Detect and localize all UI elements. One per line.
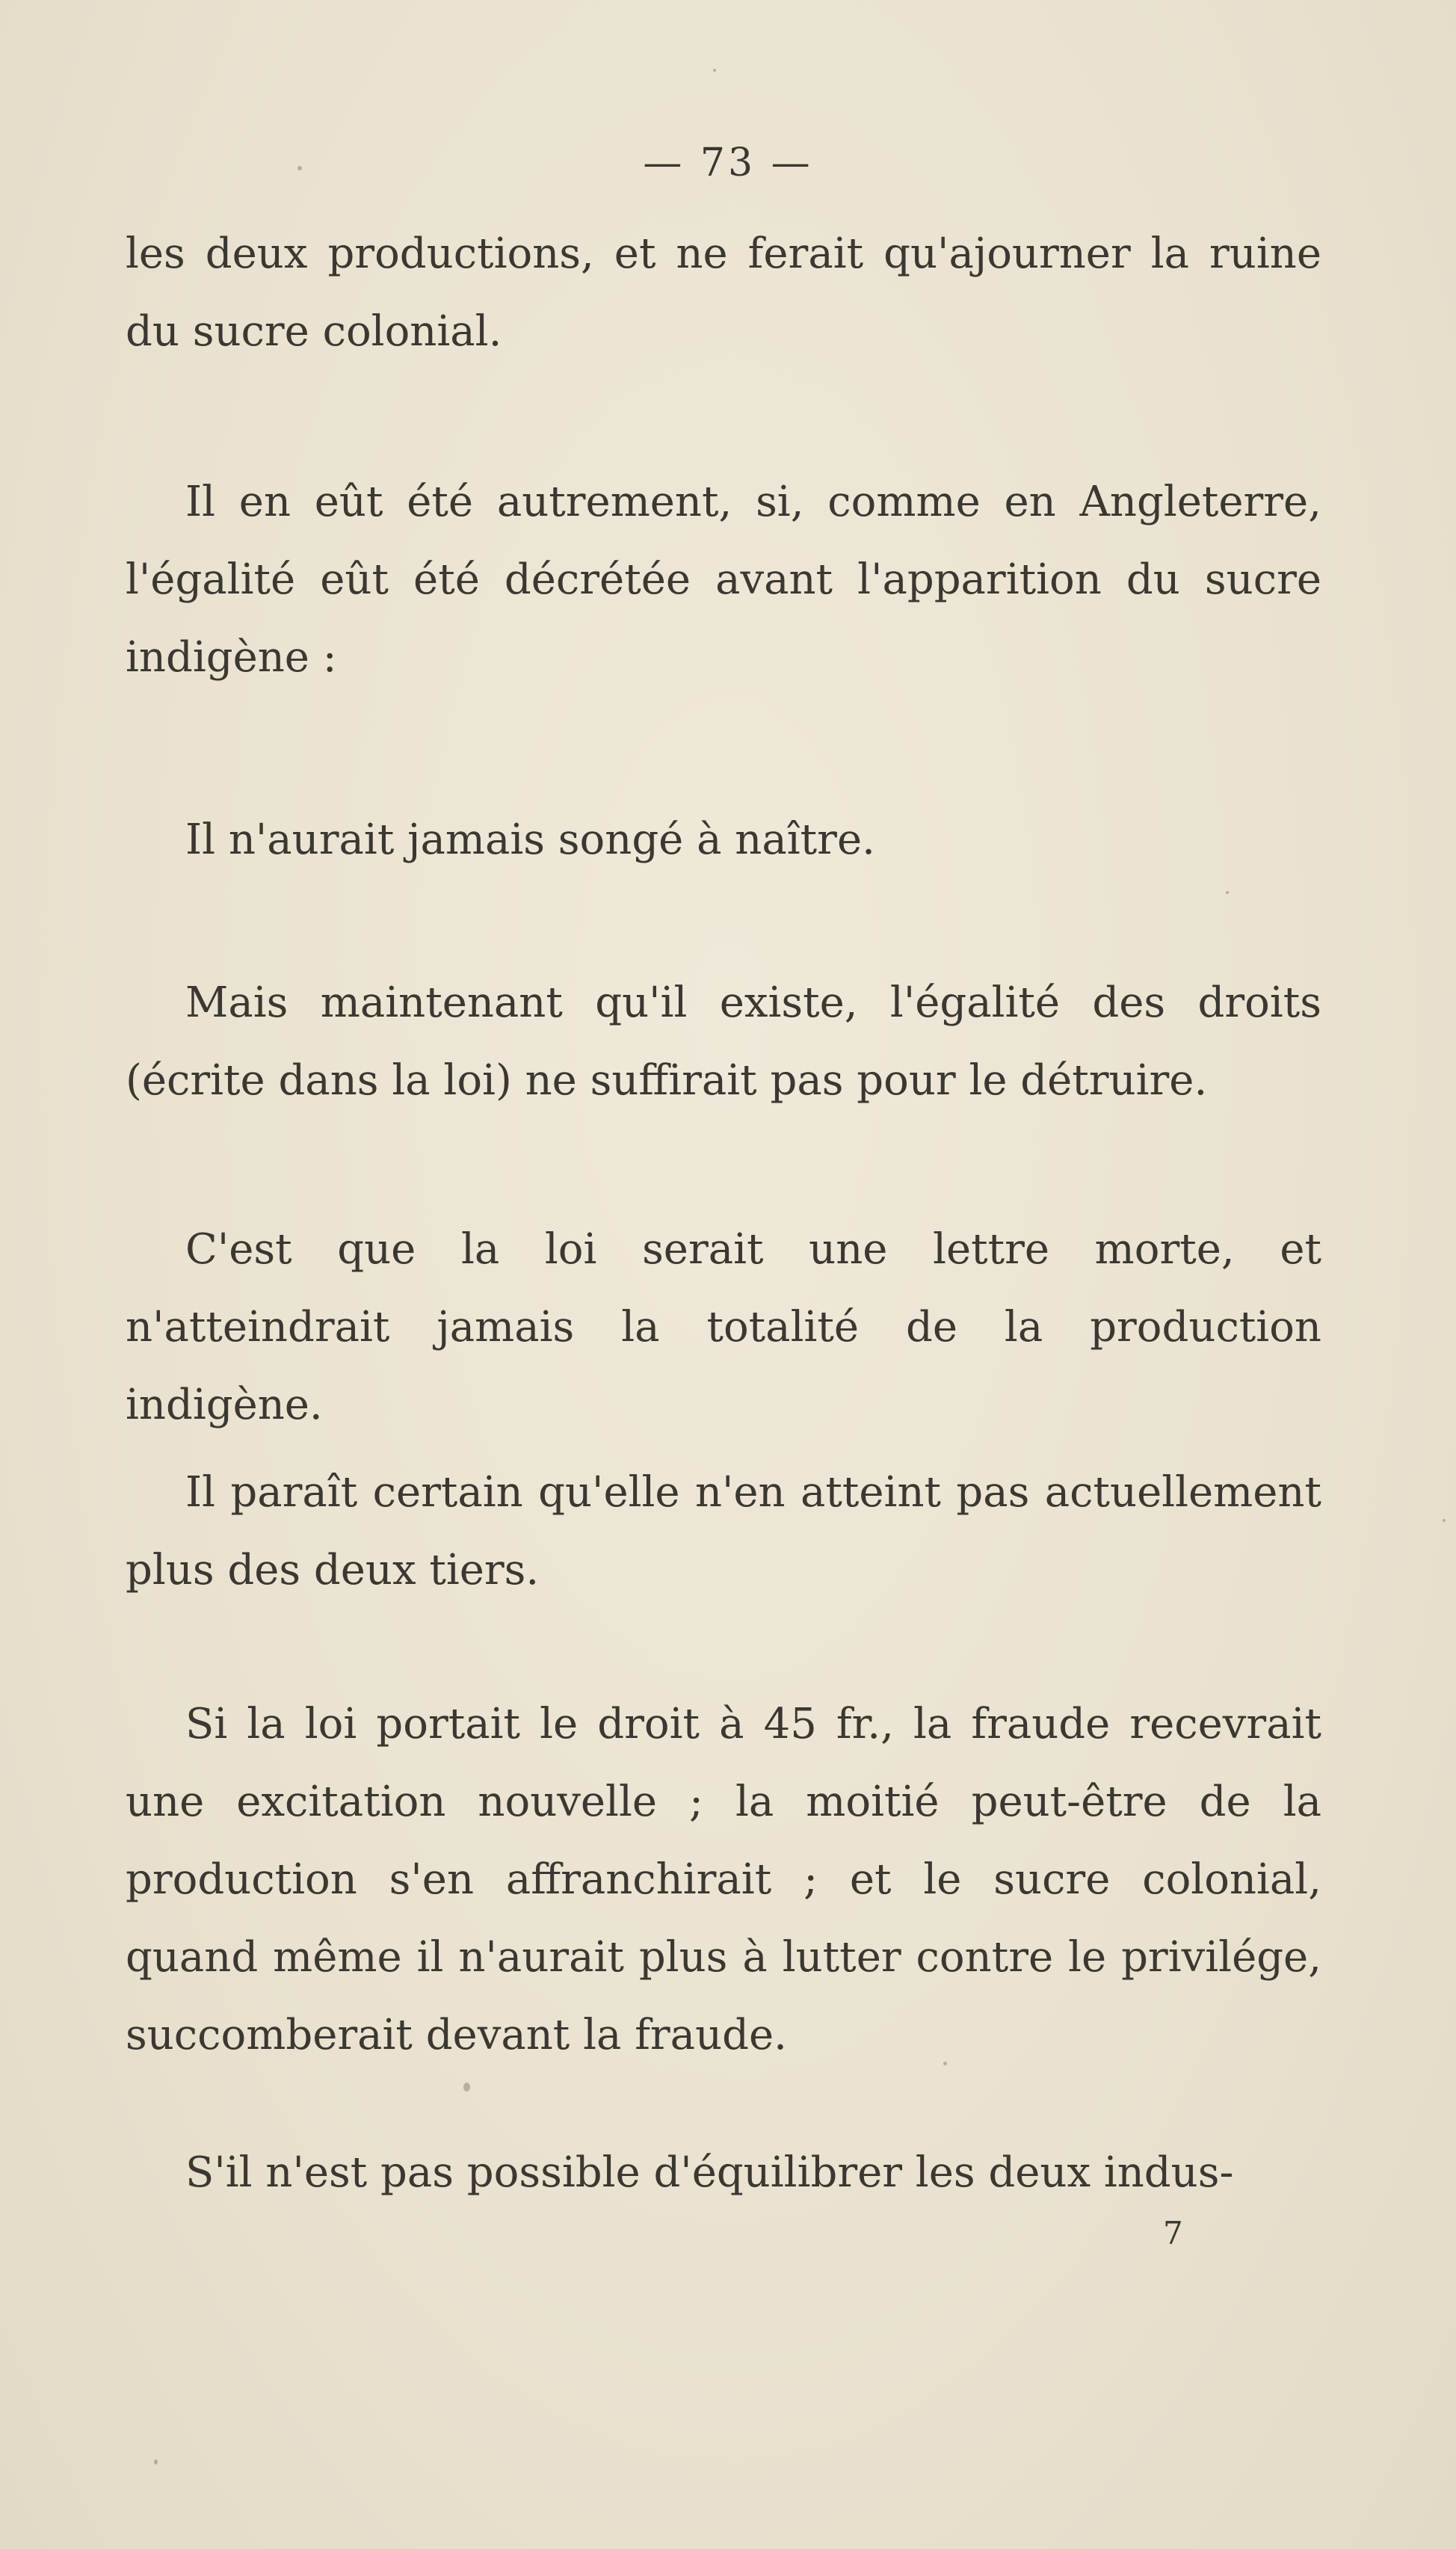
page-number: — 73 — [643, 141, 813, 185]
paragraph-egalite: Mais maintenant qu'il existe, l'égalité des droits (écrite dans la loi) ne suffirait pas pour le détruire. [126, 978, 1321, 1105]
paper-speck [463, 2083, 470, 2092]
paragraph-fraude: Si la loi portait le droit à 45 fr., la fraude recevrait une excitation nouvelle ; la moitié peut-être de la production s'en affranchirait ; et le sucre colonial, quand même il n'aurait plus à lutter contre le privilége, succomberait devant la fraude. [126, 1700, 1321, 2059]
paper-speck [1226, 891, 1229, 894]
paragraph-naitre: Il n'aurait jamais songé à naître. [185, 816, 875, 864]
paragraph-continuation: les deux productions, et ne ferait qu'ajourner la ruine du sucre colonial. [126, 229, 1321, 356]
paper-speck [154, 2459, 158, 2465]
signature-mark: 7 [1163, 2215, 1183, 2251]
paper-speck [297, 166, 302, 170]
paper-speck [1443, 1519, 1446, 1522]
paragraph-equilibrer: S'il n'est pas possible d'équilibrer les deux indus- [185, 2148, 1234, 2197]
paragraph-lettre-morte: C'est que la loi serait une lettre morte, et n'atteindrait jamais la totalité de la production indigène. [126, 1225, 1321, 1429]
paper-speck [943, 2062, 947, 2065]
paragraph-angleterre: Il en eût été autrement, si, comme en Angleterre, l'égalité eût été décrétée avant l'apparition du sucre indigène : [126, 478, 1321, 682]
paper-speck [713, 69, 716, 72]
paragraph-deux-tiers: Il paraît certain qu'elle n'en atteint pas actuellement plus des deux tiers. [126, 1468, 1321, 1594]
